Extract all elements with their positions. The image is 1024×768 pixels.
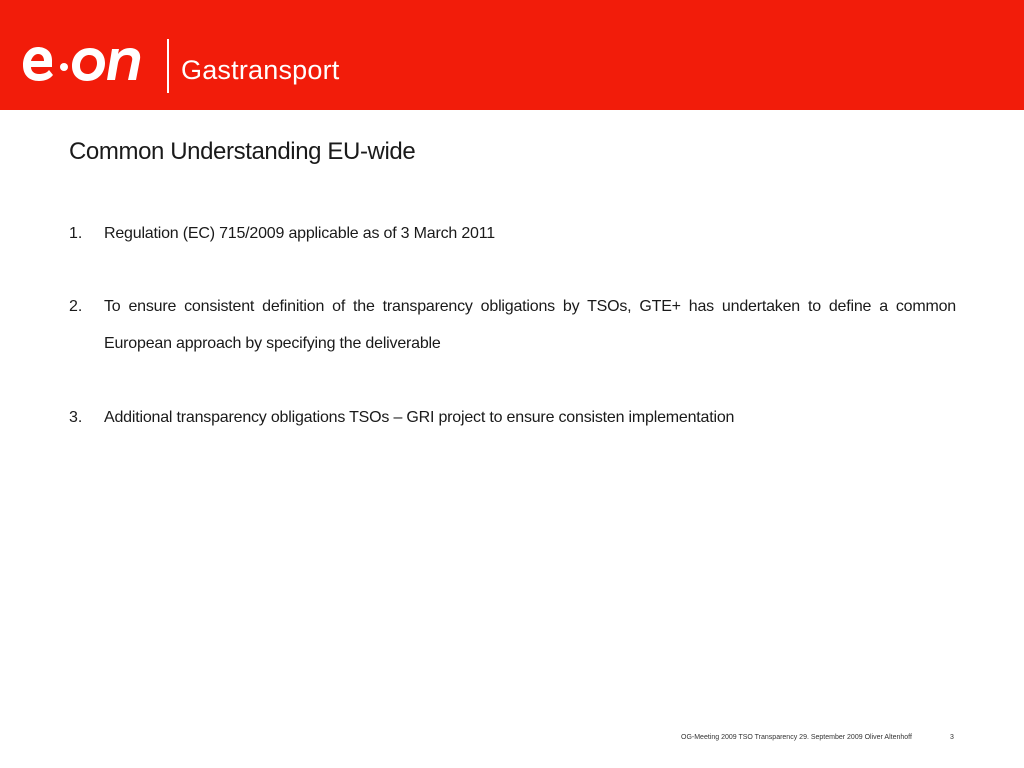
list-item-number: 2. [69,298,83,315]
footer-meeting: OG-Meeting 2009 TSO Transparency [681,734,798,741]
brand-name: Gastransport [181,55,340,85]
list-item-number: 1. [69,225,83,242]
list-item-text: To ensure consistent definition of the transparency obligations by TSOs, GTE+ has undertaken to define a common European approach by specifying the deliverable [104,298,956,352]
footer-presenter: Oliver Altenhoff [864,734,912,741]
eon-logo-icon [22,38,154,90]
list-item-text: Additional transparency obligations TSOs – GRI project to ensure consisten implementation [104,409,735,426]
list-item-text: Regulation (EC) 715/2009 applicable as of 3 March 2011 [104,225,495,242]
footer-date: 29. September 2009 [799,734,863,741]
slide-title: Common Understanding EU-wide [69,138,416,165]
header-bar [0,0,1024,110]
logo-divider [167,39,169,93]
eon-logo [22,38,154,90]
list-item-number: 3. [69,409,83,426]
page-number: 3 [950,734,954,741]
footer-info [681,734,912,741]
